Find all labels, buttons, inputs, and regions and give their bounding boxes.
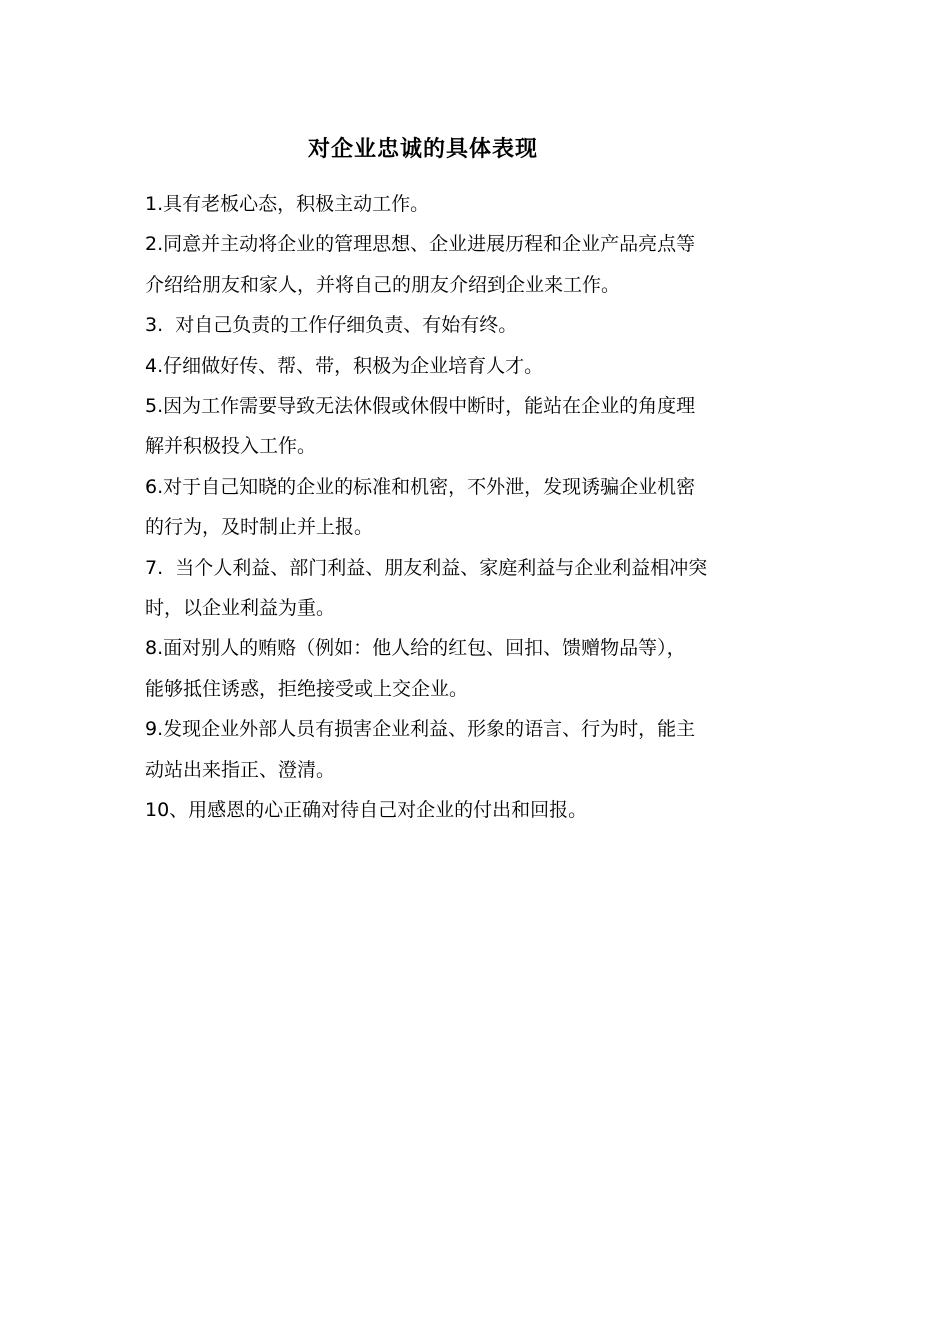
item-line: 4.仔细做好传、帮、带，积极为企业培育人才。 (145, 354, 544, 377)
list-item (145, 548, 810, 629)
item-line: 能够抵住诱惑，拒绝接受或上交企业。 (145, 677, 469, 700)
item-line: 6.对于自己知晓的企业的标准和机密，不外泄，发现诱骗企业机密 (145, 475, 696, 498)
item-line: 8.面对别人的贿赂（例如：他人给的红包、回扣、馈赠物品等）， (145, 637, 686, 660)
list-item (145, 305, 810, 345)
item-line: 的行为，及时制止并上报。 (145, 516, 374, 539)
item-line: 7. 当个人利益、部门利益、朋友利益、家庭利益与企业利益相冲突 (145, 556, 708, 579)
item-line: 解并积极投入工作。 (145, 435, 317, 458)
list-item (145, 224, 810, 305)
list-item (145, 467, 810, 548)
item-line: 9.发现企业外部人员有损害企业利益、形象的语言、行为时，能主 (145, 718, 696, 741)
item-line: 介绍给朋友和家人，并将自己的朋友介绍到企业来工作。 (145, 273, 621, 296)
item-line: 5.因为工作需要导致无法休假或休假中断时，能站在企业的角度理 (145, 395, 696, 418)
item-list (145, 184, 810, 831)
item-line: 10、用感恩的心正确对待自己对企业的付出和回报。 (145, 799, 588, 822)
item-line: 动站出来指正、澄清。 (145, 758, 336, 781)
list-item (145, 709, 810, 790)
document-title: 对企业忠诚的具体表现 (307, 137, 538, 162)
list-item (145, 386, 810, 467)
item-line: 时，以企业利益为重。 (145, 597, 336, 620)
item-line: 1.具有老板心态，积极主动工作。 (145, 193, 430, 215)
list-item (145, 628, 810, 709)
list-item (145, 184, 810, 224)
item-line: 2.同意并主动将企业的管理思想、企业进展历程和企业产品亮点等 (145, 233, 696, 256)
list-item (145, 790, 810, 830)
item-line: 3. 对自己负责的工作仔细负责、有始有终。 (145, 314, 518, 337)
list-item (145, 346, 810, 386)
